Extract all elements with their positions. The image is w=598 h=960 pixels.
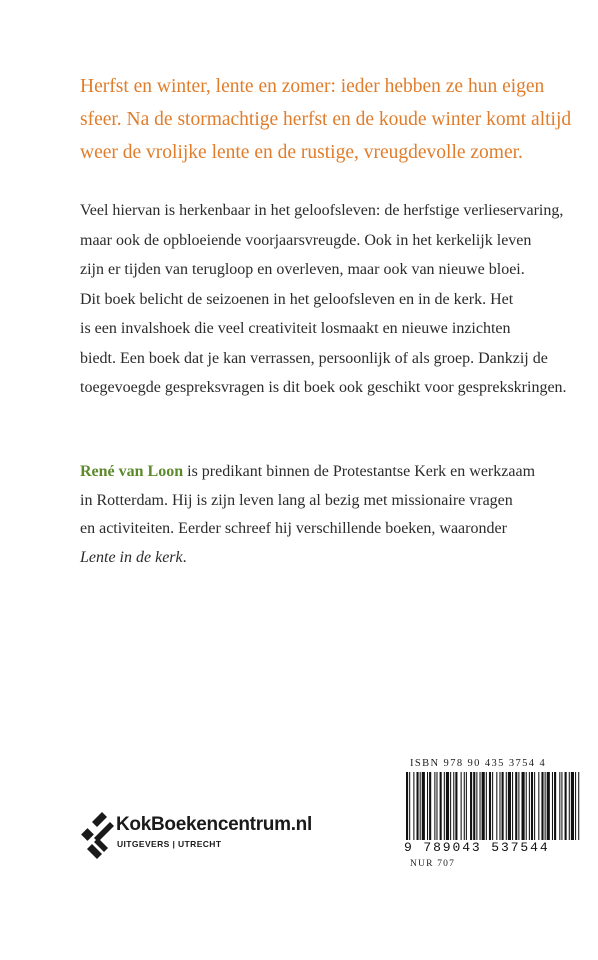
barcode-digits: 9 789043 537544 (404, 840, 550, 855)
body-line: zijn er tijden van terugloop en overleven, maar ook van nieuwe bloei. (80, 261, 525, 278)
publisher-location: UITGEVERS | UTRECHT (117, 839, 222, 849)
isbn-label: ISBN 978 90 435 3754 4 (410, 758, 547, 769)
publisher-logo (80, 808, 310, 868)
description-paragraph (80, 196, 585, 403)
body-line: Dit boek belicht de seizoenen in het geloofsleven en in de kerk. Het (80, 290, 514, 308)
book-title-suffix: . (182, 548, 187, 566)
body-line: Veel hiervan is herkenbaar in het geloofsleven: de herfstige verlieservaring, (80, 202, 564, 219)
intro-paragraph (80, 70, 580, 169)
nur-code: NUR 707 (410, 859, 456, 869)
intro-line: sfeer. Na de stormachtige herfst en de koude winter komt altijd (80, 109, 572, 130)
intro-line: Herfst en winter, lente en zomer: ieder hebben ze hun eigen (80, 76, 545, 97)
intro-line: weer de vrolijke lente en de rustige, vreugdevolle zomer. (80, 142, 523, 163)
author-line: in Rotterdam. Hij is zijn leven lang al bezig met missionaire vragen (80, 491, 513, 509)
author-line: is predikant binnen de Protestantse Kerk en werkzaam (183, 463, 536, 480)
author-bio (80, 458, 585, 572)
publisher-mark-icon (80, 808, 114, 864)
author-line: en activiteiten. Eerder schreef hij verschillende boeken, waaronder (80, 520, 507, 537)
body-line: maar ook de opbloeiende voorjaarsvreugde. Ook in het kerkelijk leven (80, 231, 532, 249)
author-name: René van Loon (80, 463, 184, 480)
publisher-name: KokBoekencentrum.nl (116, 814, 312, 835)
book-title: Lente in de kerk (80, 548, 183, 566)
barcode-image (404, 772, 582, 840)
body-line: biedt. Een boek dat je kan verrassen, persoonlijk of als groep. Dankzij de (80, 349, 548, 367)
body-line: is een invalshoek die veel creativiteit losmaakt en nieuwe inzichten (80, 320, 511, 337)
body-line: toegevoegde gespreksvragen is dit boek ook geschikt voor gesprekskringen. (80, 379, 567, 396)
